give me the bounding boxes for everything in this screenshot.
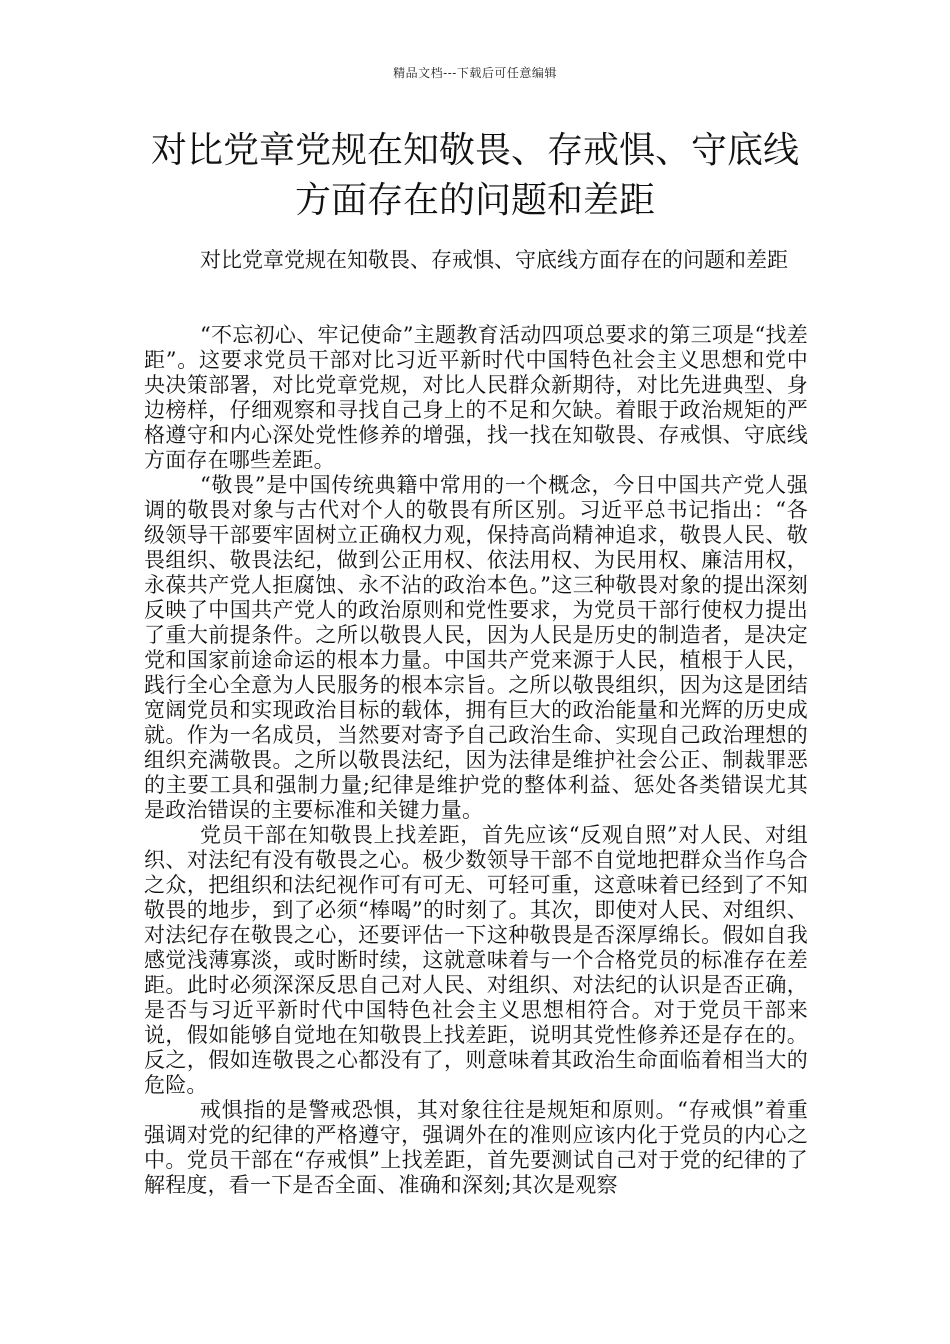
- paragraph-3: 党员干部在知敬畏上找差距，首先应该“反观自照”对人民、对组织、对法纪有没有敬畏之心。极少数领导干部不自觉地把群众当作乌合之众，把组织和法纪视作可有可无、可轻可重，这意味着已经到了不知敬畏的地步，到了必须“棒喝”的时刻了。其次，即使对人民、对组织、对法纪存在敬畏之心，还要评估一下这种敬畏是否深厚绵长。假如自我感觉浅薄寡淡，或时断时续，这就意味着与一个合格党员的标准存在差距。此时必须深深反思自己对人民、对组织、对法纪的认识是否正确，是否与习近平新时代中国特色社会主义思想相符合。对于党员干部来说，假如能够自觉地在知敬畏上找差距，说明其党性修养还是存在的。反之，假如连敬畏之心都没有了，则意味着其政治生命面临着相当大的危险。: [144, 823, 808, 1097]
- paragraph-4: 戒惧指的是警戒恐惧，其对象往往是规矩和原则。“存戒惧”着重强调对党的纪律的严格遵守，强调外在的准则应该内化于党员的内心之中。党员干部在“存戒惧”上找差距，首先要测试自己对于党的纪律的了解程度，看一下是否全面、准确和深刻;其次是观察: [144, 1098, 808, 1197]
- title-line-2: 方面存在的问题和差距: [294, 180, 655, 221]
- document-subtitle: 对比党章党规在知敬畏、存戒惧、守底线方面存在的问题和差距: [200, 248, 788, 272]
- header-note: 精品文档---下载后可任意编辑: [393, 66, 557, 80]
- document-body: [144, 323, 808, 1198]
- document-title: [120, 126, 830, 226]
- title-line-1: 对比党章党规在知敬畏、存戒惧、守底线: [150, 130, 799, 171]
- paragraph-2: “敬畏”是中国传统典籍中常用的一个概念，今日中国共产党人强调的敬畏对象与古代对个人的敬畏有所区别。习近平总书记指出：“各级领导干部要牢固树立正确权力观，保持高尚精神追求，敬畏人民、敬畏组织、敬畏法纪，做到公正用权、依法用权、为民用权、廉洁用权，永葆共产党人拒腐蚀、永不沾的政治本色。”这三种敬畏对象的提出深刻反映了中国共产党人的政治原则和党性要求，为党员干部行使权力提出了重大前提条件。之所以敬畏人民，因为人民是历史的制造者，是决定党和国家前途命运的根本力量。中国共产党来源于人民，植根于人民，践行全心全意为人民服务的根本宗旨。之所以敬畏组织，因为这是团结宽阔党员和实现政治目标的载体，拥有巨大的政治能量和光辉的历史成就。作为一名成员，当然要对寄予自己政治生命、实现自己政治理想的组织充满敬畏。之所以敬畏法纪，因为法律是维护社会公正、制裁罪恶的主要工具和强制力量;纪律是维护党的整体利益、惩处各类错误尤其是政治错误的主要标准和关键力量。: [144, 473, 808, 822]
- paragraph-1: “不忘初心、牢记使命”主题教育活动四项总要求的第三项是“找差距”。这要求党员干部对比习近平新时代中国特色社会主义思想和党中央决策部署，对比党章党规，对比人民群众新期待，对比先进典型、身边榜样，仔细观察和寻找自己身上的不足和欠缺。着眼于政治规矩的严格遵守和内心深处党性修养的增强，找一找在知敬畏、存戒惧、守底线方面存在哪些差距。: [144, 323, 808, 472]
